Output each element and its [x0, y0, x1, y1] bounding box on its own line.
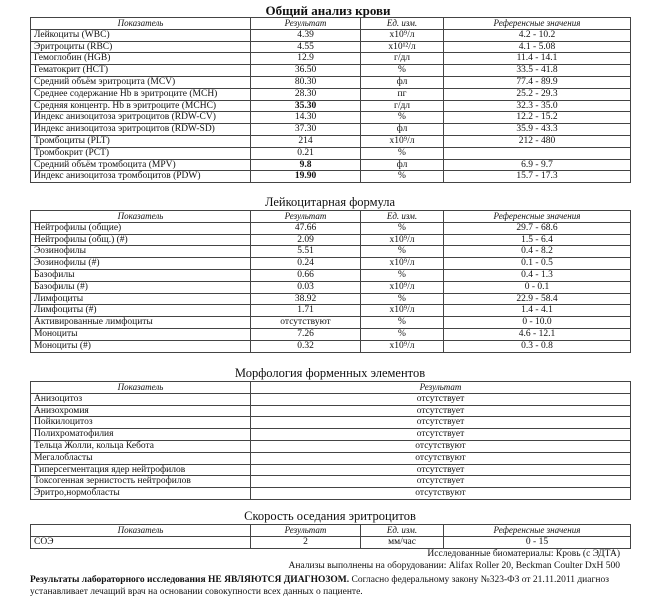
cell-ref: 25.2 - 29.3	[444, 88, 631, 100]
header-result: Результат	[251, 18, 361, 30]
cell-name: Активированные лимфоциты	[31, 317, 251, 329]
cell-ref: 0.4 - 1.3	[444, 269, 631, 281]
cell-unit: x10⁹/л	[361, 234, 444, 246]
cell-name: Нейтрофилы (общие)	[31, 222, 251, 234]
cell-name: Индекс анизоцитоза тромбоцитов (PDW)	[31, 171, 251, 183]
table-row	[31, 440, 631, 452]
table-row	[31, 488, 631, 500]
cell-result: 0.66	[251, 269, 361, 281]
table-row	[31, 305, 631, 317]
cell-ref: 77.4 - 89.9	[444, 76, 631, 88]
table-row	[31, 340, 631, 352]
leuko-table	[30, 210, 631, 353]
cell-ref: 29.7 - 68.6	[444, 222, 631, 234]
cell-unit: %	[361, 246, 444, 258]
cell-name: Средний объём эритроцита (MCV)	[31, 76, 251, 88]
table-row	[31, 112, 631, 124]
cell-result: 12.9	[251, 53, 361, 65]
morph-title: Морфология форменных элементов	[234, 366, 426, 380]
cell-name: Лейкоциты (WBC)	[31, 29, 251, 41]
equipment-note: Анализы выполнены на оборудовании: Alifax Roller 20, Beckman Coulter DxH 500	[288, 561, 620, 571]
cell-unit: x10¹²/л	[361, 41, 444, 53]
cell-unit: фл	[361, 159, 444, 171]
cell-name: Лимфоциты (#)	[31, 305, 251, 317]
cell-ref: 15.7 - 17.3	[444, 171, 631, 183]
cell-result: 0.32	[251, 340, 361, 352]
table-header-row	[31, 18, 631, 30]
cell-result: 80.30	[251, 76, 361, 88]
header-reference: Референсные значения	[444, 18, 631, 30]
table-row	[31, 65, 631, 77]
cell-result: отсутствуют	[251, 440, 631, 452]
cell-result: отсутствуют	[251, 488, 631, 500]
table-row	[31, 171, 631, 183]
disclaimer-bold: Результаты лабораторного исследования НЕ ЯВЛЯЮТСЯ ДИАГНОЗОМ.	[30, 575, 350, 585]
cell-name: Пойкилоцитоз	[31, 417, 251, 429]
cell-ref: 0 - 15	[444, 536, 631, 548]
cell-unit: x10⁹/л	[361, 305, 444, 317]
table-row	[31, 53, 631, 65]
cell-ref: 212 - 480	[444, 135, 631, 147]
cell-result: 37.30	[251, 124, 361, 136]
table-row	[31, 405, 631, 417]
cell-name: Токсогенная зернистость нейтрофилов	[31, 476, 251, 488]
cell-name: Эритро,нормобласты	[31, 488, 251, 500]
cell-ref: 0.3 - 0.8	[444, 340, 631, 352]
header-indicator: Показатель	[31, 382, 251, 394]
cell-ref: 32.3 - 35.0	[444, 100, 631, 112]
cell-name: Индекс анизоцитоза эритроцитов (RDW-CV)	[31, 112, 251, 124]
cell-ref: 12.2 - 15.2	[444, 112, 631, 124]
cell-ref: 35.9 - 43.3	[444, 124, 631, 136]
table-header-row	[31, 211, 631, 223]
cell-name: Анизоцитоз	[31, 393, 251, 405]
cell-unit: %	[361, 269, 444, 281]
cell-result: 36.50	[251, 65, 361, 77]
cell-result: отсутствует	[251, 429, 631, 441]
header-unit: Ед. изм.	[361, 18, 444, 30]
cell-unit: %	[361, 65, 444, 77]
cell-unit: %	[361, 328, 444, 340]
cell-unit: x10⁹/л	[361, 29, 444, 41]
cell-name: Гемоглобин (HGB)	[31, 53, 251, 65]
table-row	[31, 234, 631, 246]
cell-result: 1.71	[251, 305, 361, 317]
cell-result: 35.30	[251, 100, 361, 112]
table-row	[31, 429, 631, 441]
cell-ref	[444, 147, 631, 159]
table-row	[31, 417, 631, 429]
table-row	[31, 135, 631, 147]
header-reference: Референсные значения	[444, 525, 631, 537]
cell-unit: x10⁹/л	[361, 340, 444, 352]
cell-name: Гиперсегментация ядер нейтрофилов	[31, 464, 251, 476]
cell-unit: x10⁹/л	[361, 258, 444, 270]
cell-result: 0.24	[251, 258, 361, 270]
cbc-table	[30, 17, 631, 183]
cell-name: Средняя концентр. Hb в эритроците (MCHC)	[31, 100, 251, 112]
cell-name: Тромбоциты (PLT)	[31, 135, 251, 147]
table-row	[31, 124, 631, 136]
cell-unit: x10⁹/л	[361, 281, 444, 293]
table-row	[31, 393, 631, 405]
cell-result: 47.66	[251, 222, 361, 234]
cell-result: 2	[251, 536, 361, 548]
esr-title: Скорость оседания эритроцитов	[244, 509, 416, 523]
table-row	[31, 281, 631, 293]
cell-name: Полихроматофилия	[31, 429, 251, 441]
cell-result: отсутствует	[251, 405, 631, 417]
cell-ref: 22.9 - 58.4	[444, 293, 631, 305]
table-row	[31, 258, 631, 270]
cell-result: отсутствуют	[251, 317, 361, 329]
table-row	[31, 88, 631, 100]
table-row	[31, 100, 631, 112]
cell-result: 5.51	[251, 246, 361, 258]
cell-unit: пг	[361, 88, 444, 100]
table-row	[31, 147, 631, 159]
table-header-row	[31, 382, 631, 394]
table-row	[31, 452, 631, 464]
cell-name: Эритроциты (RBC)	[31, 41, 251, 53]
cell-name: Нейтрофилы (общ.) (#)	[31, 234, 251, 246]
cell-ref: 4.1 - 5.08	[444, 41, 631, 53]
header-unit: Ед. изм.	[361, 525, 444, 537]
leuko-title: Лейкоцитарная формула	[264, 195, 396, 209]
cell-result: 14.30	[251, 112, 361, 124]
cell-ref: 0 - 10.0	[444, 317, 631, 329]
cell-name: Средний объём тромбоцита (MPV)	[31, 159, 251, 171]
disclaimer-text: Согласно федеральному закону №323-ФЗ от 21.11.2011 диагноз устанавливает лечащий врач на основании совокупности всех данных о пациенте.	[30, 575, 609, 597]
cell-result: 28.30	[251, 88, 361, 100]
table-row	[31, 317, 631, 329]
cell-ref: 0 - 0.1	[444, 281, 631, 293]
disclaimer	[30, 574, 630, 598]
table-row	[31, 269, 631, 281]
cell-ref: 6.9 - 9.7	[444, 159, 631, 171]
table-row	[31, 293, 631, 305]
cell-ref: 1.4 - 4.1	[444, 305, 631, 317]
cell-unit: г/дл	[361, 53, 444, 65]
cell-name: Тромбокрит (PCT)	[31, 147, 251, 159]
cell-result: 38.92	[251, 293, 361, 305]
cell-name: Базофилы	[31, 269, 251, 281]
cell-name: Моноциты	[31, 328, 251, 340]
header-indicator: Показатель	[31, 18, 251, 30]
cell-ref: 0.4 - 8.2	[444, 246, 631, 258]
cell-unit: мм/час	[361, 536, 444, 548]
cell-name: Анизохромия	[31, 405, 251, 417]
cell-result: 4.39	[251, 29, 361, 41]
cell-unit: %	[361, 171, 444, 183]
cell-result: 7.26	[251, 328, 361, 340]
cell-name: Лимфоциты	[31, 293, 251, 305]
cell-result: 4.55	[251, 41, 361, 53]
table-header-row	[31, 525, 631, 537]
cell-result: отсутствует	[251, 417, 631, 429]
table-row	[31, 328, 631, 340]
cell-name: Эозинофилы	[31, 246, 251, 258]
cell-ref: 33.5 - 41.8	[444, 65, 631, 77]
table-row	[31, 464, 631, 476]
cell-result: отсутствует	[251, 464, 631, 476]
cell-unit: %	[361, 147, 444, 159]
cell-name: Индекс анизоцитоза эритроцитов (RDW-SD)	[31, 124, 251, 136]
cell-unit: %	[361, 293, 444, 305]
cell-name: Среднее содержание Hb в эритроците (MCH)	[31, 88, 251, 100]
header-indicator: Показатель	[31, 525, 251, 537]
report-title: Общий анализ крови	[265, 3, 391, 18]
biomaterial-note: Исследованные биоматериалы: Кровь (с ЭДТА)	[427, 549, 620, 559]
cell-unit: фл	[361, 124, 444, 136]
cell-result: 9.8	[251, 159, 361, 171]
table-row	[31, 246, 631, 258]
cell-name: Моноциты (#)	[31, 340, 251, 352]
cell-result: отсутствуют	[251, 452, 631, 464]
cell-unit: %	[361, 317, 444, 329]
cell-name: Гематокрит (HCT)	[31, 65, 251, 77]
cell-name: Эозинофилы (#)	[31, 258, 251, 270]
cell-result: отсутствует	[251, 476, 631, 488]
table-row	[31, 536, 631, 548]
cell-name: Мегалобласты	[31, 452, 251, 464]
cell-ref: 4.6 - 12.1	[444, 328, 631, 340]
header-reference: Референсные значения	[444, 211, 631, 223]
table-row	[31, 222, 631, 234]
morph-table	[30, 381, 631, 500]
cell-unit: %	[361, 112, 444, 124]
cell-result: 0.03	[251, 281, 361, 293]
header-unit: Ед. изм.	[361, 211, 444, 223]
table-row	[31, 41, 631, 53]
cell-ref: 11.4 - 14.1	[444, 53, 631, 65]
header-result: Результат	[251, 525, 361, 537]
cell-result: 2.09	[251, 234, 361, 246]
table-row	[31, 76, 631, 88]
table-row	[31, 29, 631, 41]
cell-ref: 1.5 - 6.4	[444, 234, 631, 246]
cell-ref: 4.2 - 10.2	[444, 29, 631, 41]
table-row	[31, 476, 631, 488]
cell-result: 0.21	[251, 147, 361, 159]
cell-unit: фл	[361, 76, 444, 88]
cell-unit: x10⁹/л	[361, 135, 444, 147]
cell-name: СОЭ	[31, 536, 251, 548]
header-result: Результат	[251, 382, 631, 394]
cell-result: отсутствует	[251, 393, 631, 405]
esr-table	[30, 524, 631, 549]
table-row	[31, 159, 631, 171]
cell-result: 19.90	[251, 171, 361, 183]
cell-unit: %	[361, 222, 444, 234]
cell-unit: г/дл	[361, 100, 444, 112]
cell-result: 214	[251, 135, 361, 147]
header-indicator: Показатель	[31, 211, 251, 223]
header-result: Результат	[251, 211, 361, 223]
cell-ref: 0.1 - 0.5	[444, 258, 631, 270]
cell-name: Тельца Жолли, кольца Кебота	[31, 440, 251, 452]
cell-name: Базофилы (#)	[31, 281, 251, 293]
